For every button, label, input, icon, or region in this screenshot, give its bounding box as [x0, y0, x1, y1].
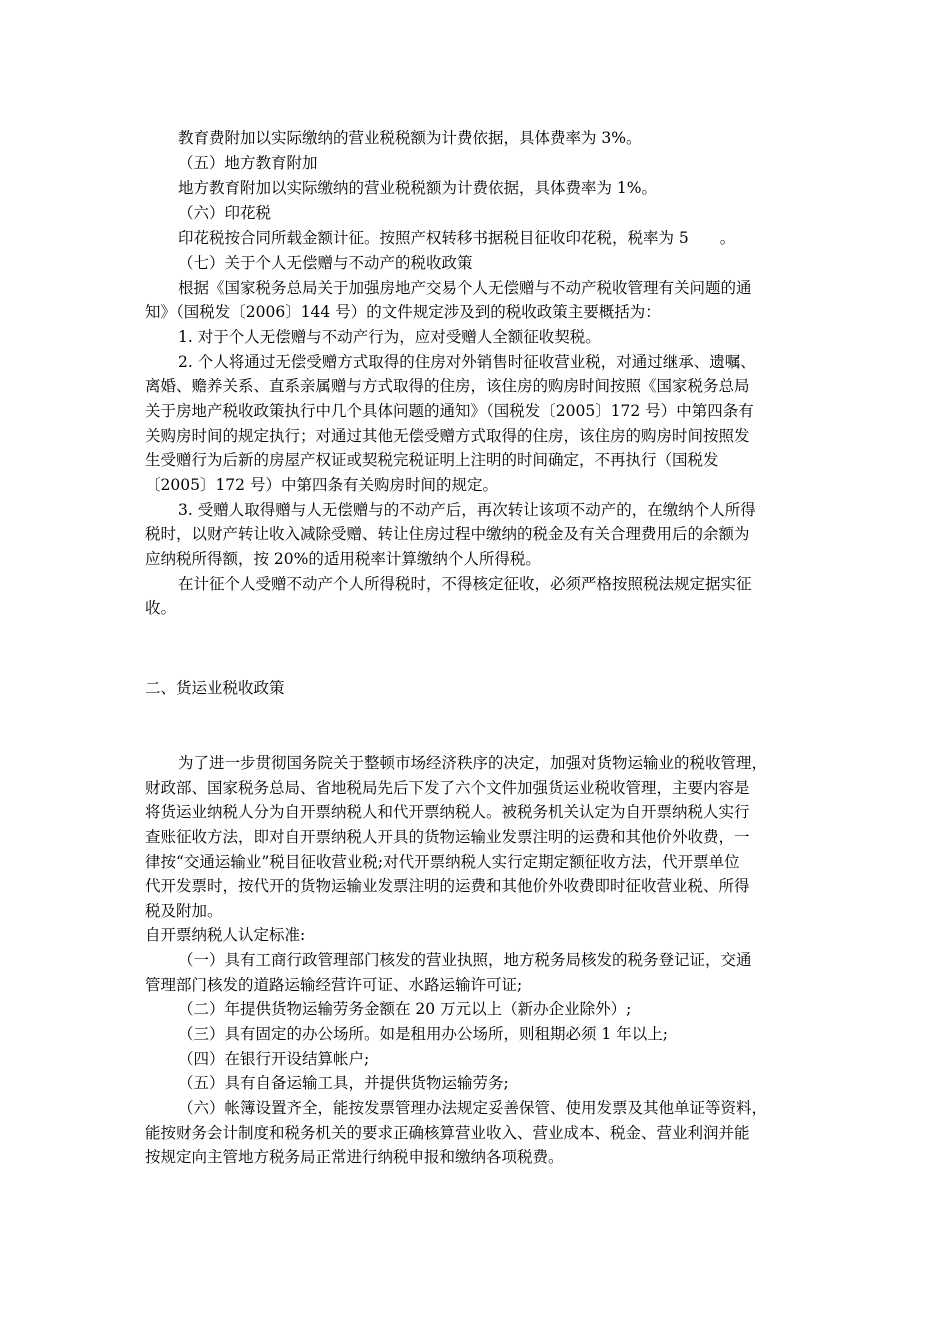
- paragraph-line: 自开票纳税人认定标准:: [145, 926, 306, 944]
- paragraph-line: 关购房时间的规定执行；对通过其他无偿受赠方式取得的住房，该住房的购房时间按照发: [145, 427, 750, 445]
- paragraph-line: 根据《国家税务总局关于加强房地产交易个人无偿赠与不动产税收管理有关问题的通: [178, 279, 752, 297]
- paragraph-line: 在计征个人受赠不动产个人所得税时，不得核定征收，必须严格按照税法规定据实征: [178, 575, 752, 593]
- paragraph-line: 税时，以财产转让收入减除受赠、转让住房过程中缴纳的税金及有关合理费用后的余额为: [145, 525, 750, 543]
- list-item: （二）年提供货物运输劳务金额在 20 万元以上（新办企业除外）;: [178, 1000, 632, 1018]
- list-item: 3. 受赠人取得赠与人无偿赠与的不动产后，再次转让该项不动产的，在缴纳个人所得: [178, 501, 756, 519]
- list-item: 2. 个人将通过无偿受赠方式取得的住房对外销售时征收营业税，对通过继承、遗嘱、: [178, 353, 756, 371]
- paragraph-line: 〔2005〕172 号）中第四条有关购房时间的规定。: [145, 476, 498, 494]
- paragraph-line: 生受赠行为后新的房屋产权证或契税完税证明上注明的时间确定，不再执行（国税发: [145, 451, 719, 469]
- paragraph-line: 税及附加。: [145, 902, 223, 920]
- paragraph-line: 印花税按合同所载金额计征。按照产权转移书据税目征收印花税，税率为 5 。: [178, 229, 736, 247]
- paragraph-line: 应纳税所得额，按 20%的适用税率计算缴纳个人所得税。: [145, 550, 541, 568]
- paragraph-line: 将货运业纳税人分为自开票纳税人和代开票纳税人。被税务机关认定为自开票纳税人实行: [145, 803, 750, 821]
- list-item: （三）具有固定的办公场所。如是租用办公场所，则租期必须 1 年以上;: [178, 1025, 668, 1043]
- paragraph-line: 收。: [145, 599, 177, 617]
- paragraph-line: 按规定向主管地方税务局正常进行纳税申报和缴纳各项税费。: [145, 1148, 564, 1166]
- paragraph-line: 查账征收方法，即对自开票纳税人开具的货物运输业发票注明的运费和其他价外收费，一: [145, 828, 750, 846]
- subheading-gift-property-tax: （七）关于个人无偿赠与不动产的税收政策: [178, 254, 473, 272]
- paragraph-line: 教育费附加以实际缴纳的营业税税额为计费依据，具体费率为 3%。: [178, 129, 642, 147]
- list-item: （一）具有工商行政管理部门核发的营业执照，地方税务局核发的税务登记证，交通: [178, 951, 752, 969]
- paragraph-line: 地方教育附加以实际缴纳的营业税税额为计费依据，具体费率为 1%。: [178, 179, 658, 197]
- paragraph-line: 管理部门核发的道路运输经营许可证、水路运输许可证;: [145, 976, 523, 994]
- list-item: （四）在银行开设结算帐户;: [178, 1050, 370, 1068]
- list-item: （六）帐簿设置齐全，能按发票管理办法规定妥善保管、使用发票及其他单证等资料，: [178, 1099, 768, 1117]
- paragraph-line: 财政部、国家税务总局、省地税局先后下发了六个文件加强货运业税收管理，主要内容是: [145, 779, 750, 797]
- paragraph-line: 为了进一步贯彻国务院关于整顿市场经济秩序的决定，加强对货物运输业的税收管理，: [178, 754, 768, 772]
- subheading-local-education-surcharge: （五）地方教育附加: [178, 154, 318, 172]
- list-item: 1. 对于个人无偿赠与不动产行为，应对受赠人全额征收契税。: [178, 328, 601, 346]
- paragraph-line: 能按财务会计制度和税务机关的要求正确核算营业收入、营业成本、税金、营业利润并能: [145, 1124, 750, 1142]
- subheading-stamp-tax: （六）印花税: [178, 204, 272, 222]
- paragraph-line: 代开发票时，按代开的货物运输业发票注明的运费和其他价外收费即时征收营业税、所得: [145, 877, 750, 895]
- list-item: （五）具有自备运输工具，并提供货物运输劳务;: [178, 1074, 509, 1092]
- paragraph-line: 知》（国税发〔2006〕144 号）的文件规定涉及到的税收政策主要概括为：: [145, 303, 661, 321]
- paragraph-line: 律按“交通运输业”税目征收营业税;对代开票纳税人实行定期定额征收方法，代开票单位: [145, 853, 740, 871]
- paragraph-line: 离婚、赡养关系、直系亲属赠与方式取得的住房，该住房的购房时间按照《国家税务总局: [145, 377, 750, 395]
- paragraph-line: 关于房地产税收政策执行中几个具体问题的通知》（国税发〔2005〕172 号）中第四条有: [145, 402, 754, 420]
- section-heading: 二、货运业税收政策: [145, 679, 285, 697]
